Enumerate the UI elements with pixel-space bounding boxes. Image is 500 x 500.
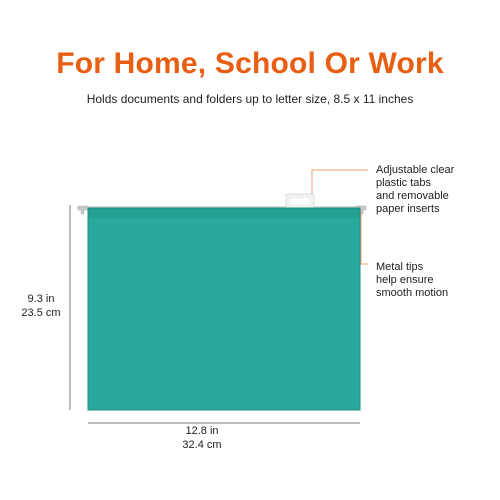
callout-plastic-tabs <box>376 164 491 216</box>
callout-line-text: Metal tips <box>376 261 424 273</box>
height-centimeters: 23.5 cm <box>21 307 61 319</box>
callout-line-text: help ensure <box>376 274 434 286</box>
callout-line-text: smooth motion <box>376 287 449 299</box>
callout-metal-tips <box>376 261 491 300</box>
metal-tip-left <box>78 206 88 214</box>
width-centimeters: 32.4 cm <box>182 439 222 451</box>
callout-line-tips <box>361 210 368 264</box>
paper-insert <box>290 198 310 205</box>
callout-line-text: paper inserts <box>376 203 440 215</box>
height-inches: 9.3 in <box>27 293 55 305</box>
width-dimension-label <box>170 424 234 452</box>
page-title: For Home, School Or Work <box>56 47 444 80</box>
callout-line-text: and removable <box>376 190 449 202</box>
folder-body <box>88 208 360 410</box>
callout-line-text: Adjustable clear <box>376 164 455 176</box>
width-inches: 12.8 in <box>185 425 219 437</box>
height-dimension-label <box>17 292 65 320</box>
folder-top-fold <box>88 208 360 218</box>
page-subtitle: Holds documents and folders up to letter size, 8.5 x 11 inches <box>86 92 414 106</box>
callout-line-tabs <box>312 170 368 194</box>
callout-line-text: plastic tabs <box>376 177 432 189</box>
